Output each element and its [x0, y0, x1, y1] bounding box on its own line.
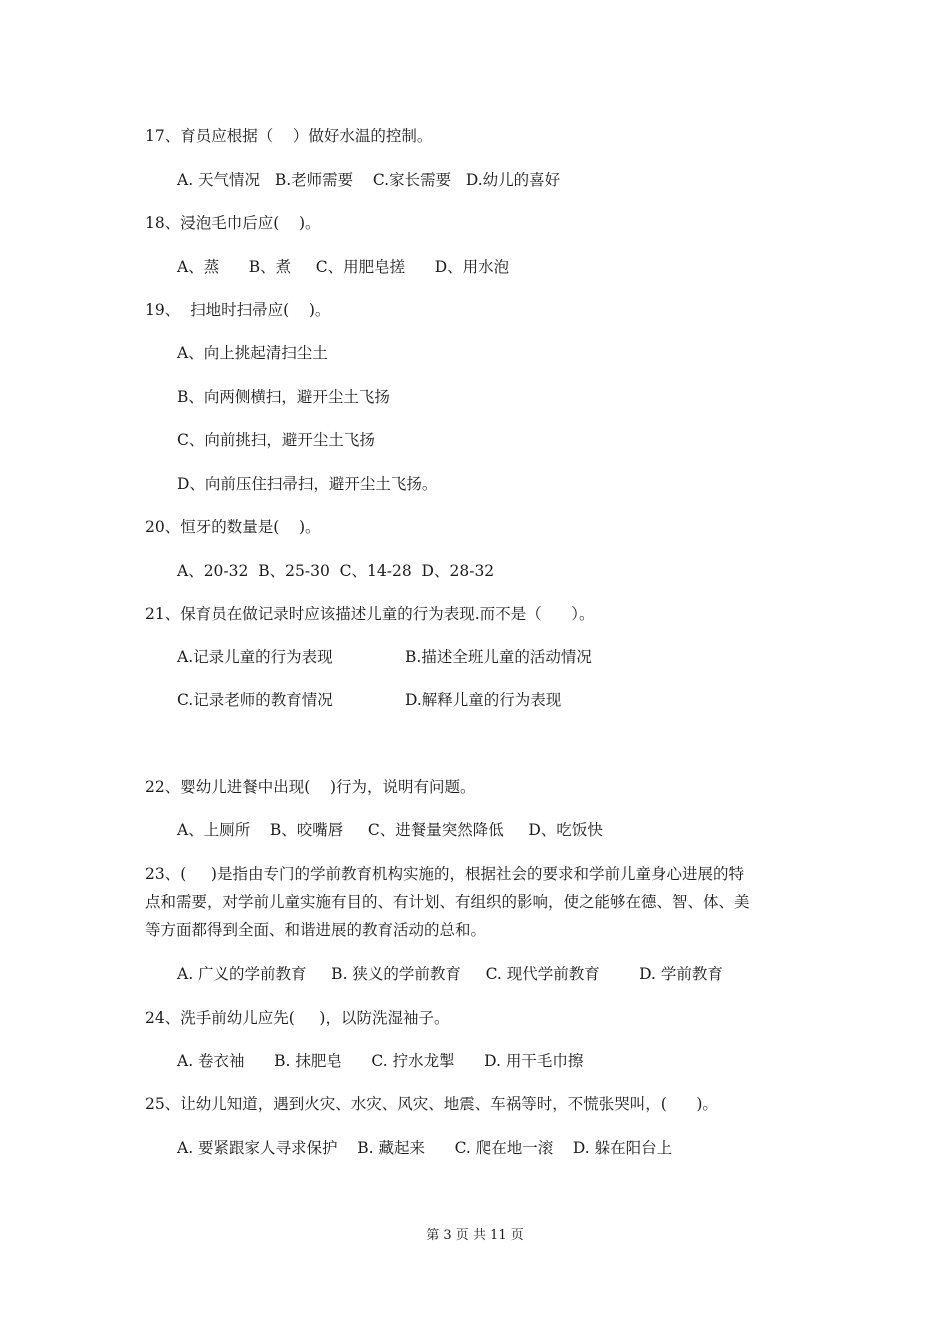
question-21-option-c: C.记录老师的教育情况: [177, 691, 333, 709]
question-18-options: A、蒸 B、煮 C、用肥皂搓 D、用水泡: [177, 258, 510, 276]
question-19-stem: 19、 扫地时扫帚应( )。: [145, 301, 331, 319]
question-24-options: A. 卷衣袖 B. 抹肥皂 C. 拧水龙掣 D. 用干毛巾擦: [177, 1052, 584, 1070]
question-22-stem: 22、婴幼儿进餐中出现( )行为，说明有问题。: [145, 778, 476, 796]
question-25-options: A. 要紧跟家人寻求保护 B. 藏起来 C. 爬在地一滚 D. 躲在阳台上: [177, 1139, 673, 1157]
page-number-footer: 第 3 页 共 11 页: [426, 1228, 524, 1243]
question-23-stem-line-1: 23、( )是指由专门的学前教育机构实施的，根据社会的要求和学前儿童身心进展的特: [145, 865, 744, 883]
question-21-option-b: B.描述全班儿童的活动情况: [405, 648, 592, 666]
question-22-options: A、上厕所 B、咬嘴唇 C、进餐量突然降低 D、吃饭快: [177, 821, 603, 839]
question-23-options: A. 广义的学前教育 B. 狭义的学前教育 C. 现代学前教育 D. 学前教育: [177, 965, 723, 983]
question-19-option-c: C、向前挑扫，避开尘土飞扬: [177, 431, 375, 449]
question-19-option-d: D、向前压住扫帚扫，避开尘土飞扬。: [177, 475, 438, 493]
question-21-option-a: A.记录儿童的行为表现: [177, 648, 333, 666]
question-20-stem: 20、恒牙的数量是( )。: [145, 518, 321, 536]
question-23-stem-line-2: 点和需要，对学前儿童实施有目的、有计划、有组织的影响，使之能够在德、智、体、美: [145, 893, 750, 911]
question-18-stem: 18、浸泡毛巾后应( )。: [145, 214, 321, 232]
question-17-options: A. 天气情况 B.老师需要 C.家长需要 D.幼儿的喜好: [177, 171, 561, 189]
question-25-stem: 25、让幼儿知道，遇到火灾、水灾、风灾、地震、车祸等时，不慌张哭叫，( )。: [145, 1095, 718, 1113]
question-23-stem-line-3: 等方面都得到全面、和谐进展的教育活动的总和。: [145, 921, 487, 939]
question-24-stem: 24、洗手前幼儿应先( )，以防洗湿袖子。: [145, 1009, 450, 1027]
question-21-option-d: D.解释儿童的行为表现: [405, 691, 562, 709]
question-17-stem: 17、育员应根据（ ）做好水温的控制。: [145, 127, 433, 145]
question-19-option-b: B、向两侧横扫，避开尘土飞扬: [177, 388, 390, 406]
question-19-option-a: A、向上挑起清扫尘土: [177, 344, 328, 362]
question-20-options: A、20-32 B、25-30 C、14-28 D、28-32: [177, 562, 495, 580]
question-21-stem: 21、保育员在做记录时应该描述儿童的行为表现.而不是（ ）。: [145, 605, 595, 623]
